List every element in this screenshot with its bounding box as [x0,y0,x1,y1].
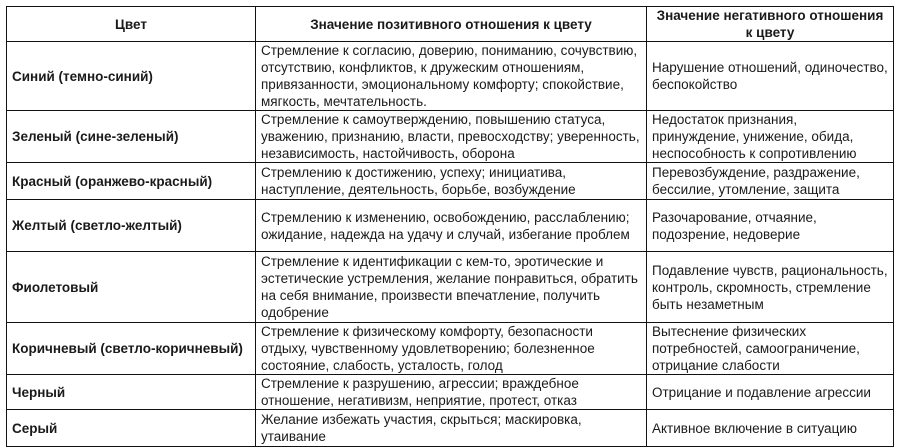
positive-cell: Стремление к идентификации с кем-то, эротические и эстетические устремления, желание понравиться, обратить на себя внимание, произвести впечатление, получить одобрение [256,252,647,323]
table-row [7,323,894,375]
negative-cell: Активное включение в ситуацию [647,410,894,447]
color-cell: Красный (оранжево-красный) [7,163,256,200]
table-row [7,42,894,111]
table-row [7,111,894,163]
negative-cell: Перевозбуждение, раздражение, бессилие, утомление, защита [647,163,894,200]
negative-cell: Разочарование, отчаяние, подозрение, недоверие [647,200,894,252]
color-cell: Коричневый (светло-коричневый) [7,323,256,375]
positive-cell: Желание избежать участия, скрыться; маскировка, утаивание [256,410,647,447]
color-cell: Фиолетовый [7,252,256,323]
header-negative: Значение негативного отношения к цвету [647,7,894,42]
table-row [7,163,894,200]
positive-cell: Стремление к физическому комфорту, безопасности отдыху, чувственному удовлетворению; болезненное состояние, слабость, усталость, голод [256,323,647,375]
color-cell: Желтый (светло-желтый) [7,200,256,252]
positive-cell: Стремление к самоутверждению, повышению статуса, уважению, признанию, власти, превосходству; уверенность, независимость, настойчивость, оборона [256,111,647,163]
negative-cell: Отрицание и подавление агрессии [647,375,894,410]
positive-cell: Стремление к разрушению, агрессии; враждебное отношение, негативизм, неприятие, протест, отказ [256,375,647,410]
header-row [7,7,894,42]
color-cell: Синий (темно-синий) [7,42,256,111]
header-positive: Значение позитивного отношения к цвету [256,7,647,42]
color-meaning-table [6,6,894,447]
table-row [7,410,894,447]
positive-cell: Стремлению к изменению, освобождению, расслаблению; ожидание, надежда на удачу и случай, избегание проблем [256,200,647,252]
table-row [7,252,894,323]
positive-cell: Стремление к согласию, доверию, пониманию, сочувствию, отсутствию, конфликтов, к дружеским отношениям, привязанности, эмоциональному комфорту; спокойствие, мягкость, мечтательность. [256,42,647,111]
header-color: Цвет [7,7,256,42]
negative-cell: Нарушение отношений, одиночество, беспокойство [647,42,894,111]
negative-cell: Недостаток признания, принуждение, унижение, обида, неспособность к сопротивлению [647,111,894,163]
table-row [7,375,894,410]
negative-cell: Вытеснение физических потребностей, самоограничение, отрицание слабости [647,323,894,375]
color-cell: Зеленый (сине-зеленый) [7,111,256,163]
negative-cell: Подавление чувств, рациональность, контроль, скромность, стремление быть незаметным [647,252,894,323]
table-row [7,200,894,252]
color-cell: Черный [7,375,256,410]
color-cell: Серый [7,410,256,447]
positive-cell: Стремлению к достижению, успеху; инициатива, наступление, деятельность, борьбе, возбуждение [256,163,647,200]
